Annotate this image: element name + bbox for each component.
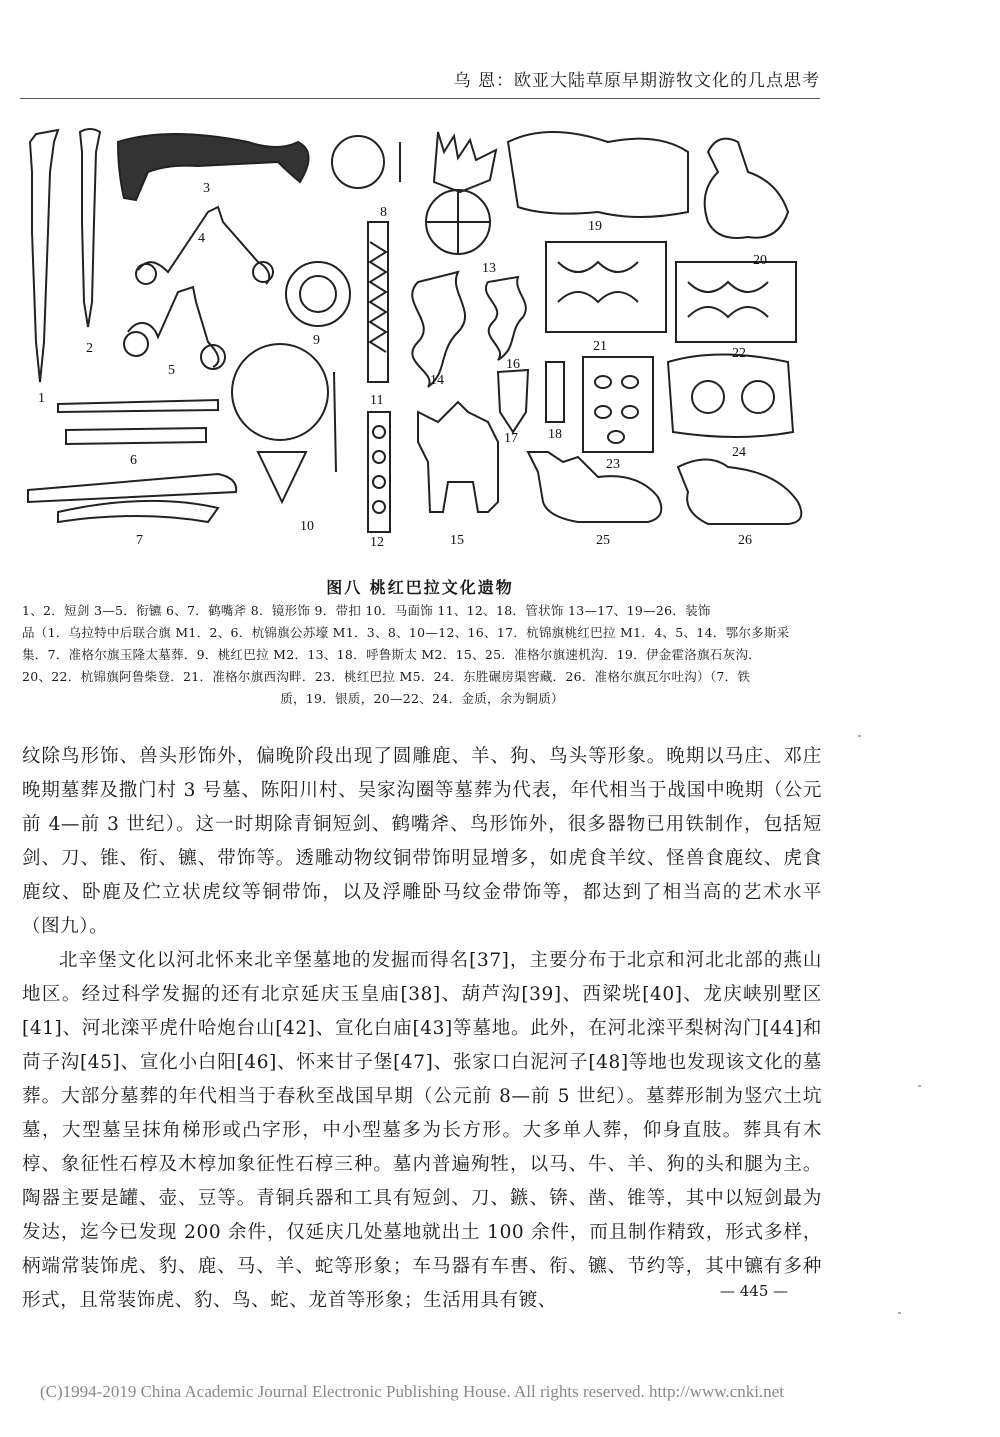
- paragraph: 北辛堡文化以河北怀来北辛堡墓地的发掘而得名[37]，主要分布于北京和河北北部的燕山地区。经过科学发掘的还有北京延庆玉皇庙[38]、葫芦沟[39]、西梁垙[40]、龙庆峡别墅区[41]、河北滦平虎什哈炮台山[42]、宣化白庙[43]等墓地。此外，在河北滦平梨树沟门[44]和苘子沟[45]、宣化小白阳[46]、怀来甘子堡[47]、张家口白泥河子[48]等地也发现该文化的墓葬。大部分墓葬的年代相当于春秋至战国早期（公元前 8—前 5 世纪）。墓葬形制为竖穴土坑墓，大型墓呈抹角梯形或凸字形，中小型墓多为长方形。大多单人葬，仰身直肢。葬具有木椁、象征性石椁及木椁加象征性石椁三种。墓内普遍殉牲，以马、牛、羊、狗的头和腿为主。陶器主要是罐、壶、豆等。青铜兵器和工具有短剑、刀、鏃、锛、凿、锥等，其中以短剑最为发达，迄今已发现 200 余件，仅延庆几处墓地就出土 100 余件，而且制作精致，形式多样，柄端常装饰虎、豹、鹿、马、羊、蛇等形象；车马器有车軎、衔、镳、节约等，其中镳有多种形式，且常装饰虎、豹、鸟、蛇、龙首等形象；生活用具有镀、: [22, 950, 822, 1311]
- paragraph: 纹除鸟形饰、兽头形饰外，偏晚阶段出现了圆雕鹿、羊、狗、鸟头等形象。晚期以马庄、邓庄晚期墓葬及撒门村 3 号墓、陈阳川村、吴家沟圈等墓葬为代表，年代相当于战国中晚期（公元前 4—前 3 世纪）。这一时期除青铜短剑、鹤嘴斧、鸟形饰外，很多器物已用铁制作，包括短剑、刀、锥、衔、镳、带饰等。透雕动物纹铜带饰明显增多，如虎食羊纹、怪兽食鹿纹、虎食鹿纹、卧鹿及伫立状虎纹等铜带饰，以及浮雕卧马纹金带饰等，都达到了相当高的艺术水平（图九）。: [22, 746, 822, 937]
- item-number: 6: [130, 453, 137, 468]
- artifact-15-deer: [418, 402, 498, 512]
- artifact-16-ornament: [486, 277, 526, 360]
- artifact-8-mirror: [332, 136, 384, 188]
- item-number: 1: [38, 391, 45, 406]
- artifact-9-buckle: [286, 262, 350, 326]
- artifact-20-bird: [705, 139, 788, 238]
- artifact-18-tube: [546, 362, 564, 422]
- caption-line: 集．7．准格尔旗玉隆太墓葬．9．桃红巴拉 M2．13、18．呼鲁斯太 M2．15、25．准格尔旗速机沟．19．伊金霍洛旗石灰沟．: [22, 647, 762, 662]
- item-number: 14: [430, 373, 444, 388]
- item-number: 12: [370, 535, 384, 550]
- figure-title: 图八 桃红巴拉文化遗物: [326, 578, 514, 597]
- artifact-14-ornament: [412, 272, 465, 387]
- item-number: 10: [300, 519, 314, 534]
- item-number: 2: [86, 341, 93, 356]
- margin-speck: [918, 1085, 921, 1087]
- artifact-23-plaque: [583, 357, 653, 452]
- running-header: 乌 恩：欧亚大陆草原早期游牧文化的几点思考: [453, 71, 820, 91]
- item-number: 26: [738, 533, 752, 548]
- item-number: 20: [753, 253, 767, 268]
- caption-line: 品（1．乌拉特中后联合旗 M1．2、6．杭锦旗公苏壕 M1．3、8、10—12、16、17．杭锦旗桃红巴拉 M1．4、5、14．鄂尔多斯采: [22, 625, 790, 640]
- artifact-1-dagger: [30, 130, 58, 382]
- item-number: 3: [203, 181, 210, 196]
- artifact-drawings: [18, 112, 818, 557]
- copyright-footer: (C)1994-2019 China Academic Journal Electronic Publishing House. All rights reserved. http://www.cnki.net: [40, 1382, 784, 1401]
- item-number: 4: [198, 231, 205, 246]
- item-number: 25: [596, 533, 610, 548]
- margin-speck: [858, 735, 861, 737]
- figure-item-numbers: [38, 181, 767, 550]
- artifact-2-dagger: [80, 129, 100, 327]
- item-number: 23: [606, 457, 620, 472]
- item-number: 7: [136, 533, 143, 548]
- caption-line: 20、22．杭锦旗阿鲁柴登．21．准格尔旗西沟畔．23．桃红巴拉 M5．24．东胜碾房渠窖藏．26．准格尔旗瓦尔吐沟）（7．铁: [22, 669, 751, 684]
- item-number: 22: [732, 346, 746, 361]
- item-number: 17: [504, 431, 518, 446]
- item-number: 9: [313, 333, 320, 348]
- item-number: 8: [380, 205, 387, 220]
- item-number: 5: [168, 363, 175, 378]
- artifact-17-head: [498, 370, 528, 432]
- item-number: 11: [370, 393, 384, 408]
- artifact-6-axe: [58, 400, 218, 412]
- item-number: 21: [593, 339, 607, 354]
- artifact-13-deer: [434, 132, 496, 192]
- artifact-7-axe: [28, 474, 236, 502]
- artifact-22-plaque: [676, 262, 796, 342]
- item-number: 19: [588, 219, 602, 234]
- header-rule: [20, 98, 820, 99]
- item-number: 16: [506, 357, 520, 372]
- body-text: [22, 740, 822, 1318]
- artifact-3-bit: [118, 134, 309, 200]
- figure-caption: [22, 600, 822, 710]
- item-number: 13: [482, 261, 496, 276]
- figure-artifact-plate: [18, 112, 818, 557]
- margin-speck: [898, 1312, 901, 1314]
- caption-line: 1、2．短剑 3—5．衔镳 6、7．鹤嘴斧 8．镜形饰 9．带扣 10．马面饰 11、12、18．管状饰 13—17、19—26．装饰: [22, 603, 711, 618]
- item-number: 15: [450, 533, 464, 548]
- artifact-10-horse-face: [232, 344, 328, 440]
- artifact-26-animal: [678, 460, 801, 525]
- caption-line: 质，19．银质，20—22、24．金质，余为铜质）: [280, 691, 564, 706]
- artifact-25-deer: [528, 452, 661, 522]
- item-number: 24: [732, 445, 746, 460]
- item-number: 18: [548, 427, 562, 442]
- artifact-19-plaque: [508, 132, 688, 217]
- artifact-21-plaque: [546, 242, 666, 332]
- page-number: — 445 —: [720, 1282, 789, 1300]
